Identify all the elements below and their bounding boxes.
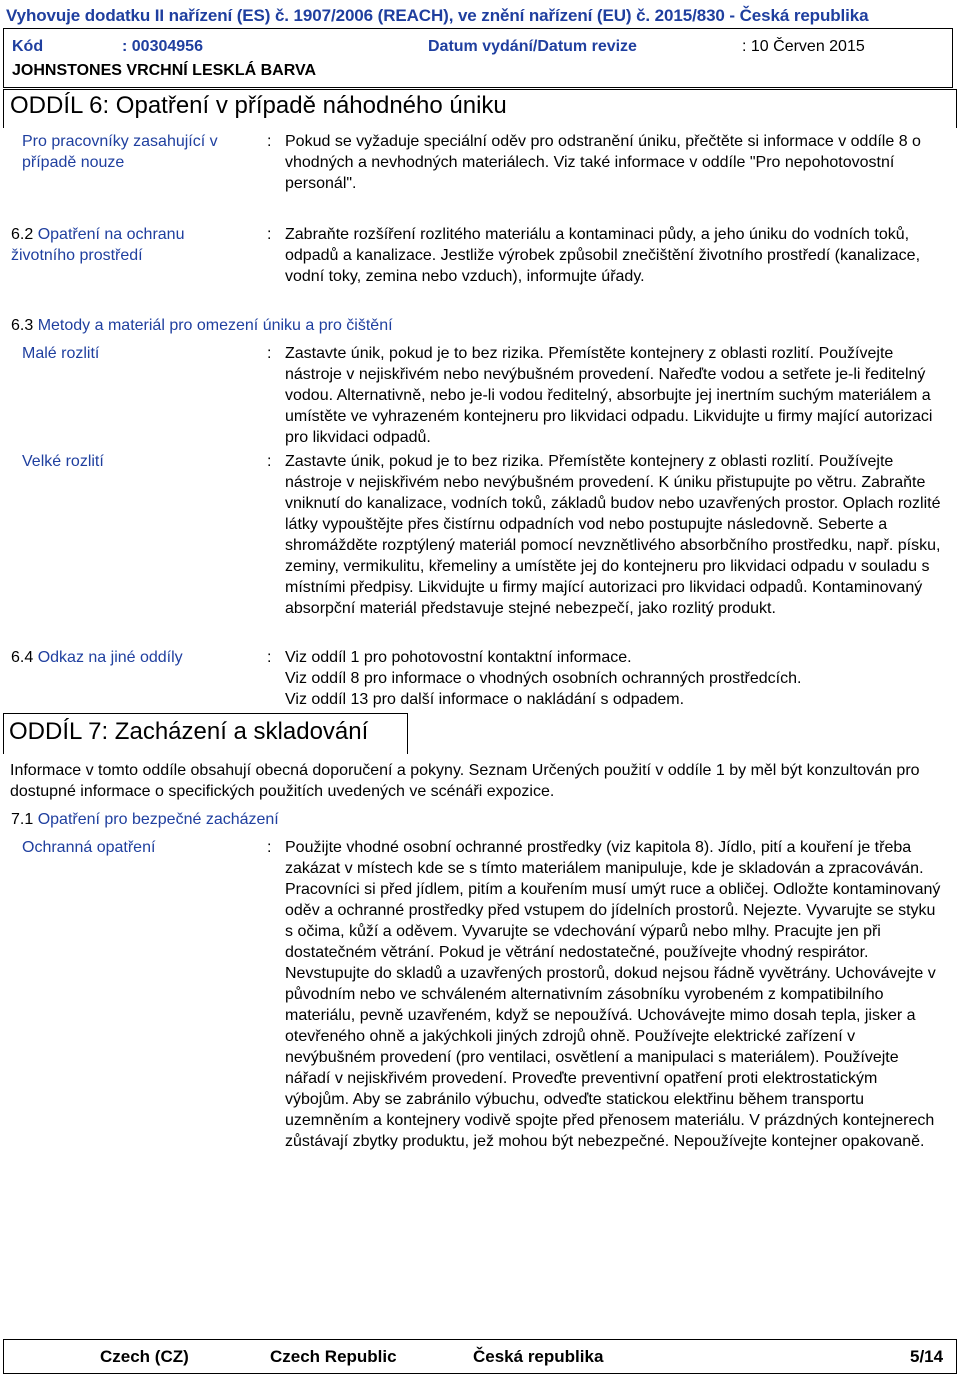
small-spill-label: Malé rozlití: [22, 345, 100, 362]
s71-title-text: Opatření pro bezpečné zacházení: [37, 811, 279, 828]
s62-label: [11, 224, 236, 266]
s61-colon: :: [267, 133, 272, 150]
s61-label: Pro pracovníky zasahující v případě nouze: [22, 133, 218, 171]
large-spill-text: Zastavte únik, pokud je to bez rizika. Přemístěte kontejnery z oblasti rozlití. Používejte nástroje v nejiskřivém nebo nevýbušném provedení. K úniku přistupujte po větru. Zabraňte vniknutí do kanalizace, vodních toků, základů budov nebo uzavřených prostor. Oplach rozlité látky vypouštějte přes čistírnu odpadních vod nebo postupujte následovně. Seberte a shromážděte rozptýlený materiál pomocí nevznětlivého absorbčního prostředku, např. písku, zeminy, vermikulitu, křemeliny a umístěte jej do kontejneru pro likvidaci odpadu v souladu s místními předpisy. Likvidujte u firmy mající autorizaci pro likvidaci odpadů. Kontaminovaný absorpční materiál představuje stejné nebezpečí, jako rozlitý produkt.: [285, 453, 941, 617]
protective-measures-text: Použijte vhodné osobní ochranné prostředky (viz kapitola 8). Jídlo, pití a kouření je třeba zakázat v místech kde se s tímto materiálem manipuluje, kde je skladován a zpracováván. Pracovníci si před jídlem, pitím a kouřením musí umýt ruce a obličej. Odložte kontaminovaný oděv a ochranné prostředky před vstupem do jídelních prostorů. Nejezte. Vyvarujte se styku s očima, kůží a oděvem. Vyvarujte se vdechování výparů nebo mlhy. Pracujte jen při dostatečném větrání. Pokud je větrání nedostatečné, používejte vhodný respirátor. Nevstupujte do skladů a uzavřených prostorů, dokud nejsou řádně vyvětrány. Uchovávejte v původním nebo ve schváleném alternativním zásobníku vyrobeném z kompatibilního materiálu, pevně uzavřeném, když se nepoužívá. Uchovávejte mimo dosah tepla, jisker a otevřeného ohně a jakýchkoli jiných zdrojů ohně. Používejte elektrické zařízení v nevýbušném provedení (pro ventilaci, osvětlení a manipulaci s materiálem). Používejte nářadí v nejiskřivém provedení. Proveďte preventivní opatření proti elektrostatickým výbojům. Aby se zabránilo výbuchu, odveďte statickou elektřinu během transportu uzemněním a kontejnery vodivě spojte před přenosem materiálu. V prázdných kontejnerech zůstávají zbytky produktu, jež mohou být nebezpečné. Nepoužívejte kontejner opakovaně.: [285, 839, 941, 1150]
large-spill-colon: :: [267, 453, 272, 470]
s71-title: [11, 811, 279, 829]
s71-num: 7.1: [11, 811, 34, 828]
product-name: JOHNSTONES VRCHNÍ LESKLÁ BARVA: [12, 62, 317, 79]
footer-country-local: Česká republika: [473, 1347, 604, 1366]
code-label: Kód: [12, 38, 44, 55]
s63-title: [11, 317, 393, 335]
small-spill-colon: :: [267, 345, 272, 362]
s62-num: 6.2: [11, 226, 34, 243]
s63-num: 6.3: [11, 317, 34, 334]
s64-references: [285, 647, 945, 710]
document-title: Vyhovuje dodatku II nařízení (ES) č. 1907/2006 (REACH), ve znění nařízení (EU) č. 2015/830 - Česká republika: [6, 6, 869, 25]
small-spill-text: Zastavte únik, pokud je to bez rizika. Přemístěte kontejnery z oblasti rozlití. Používejte nástroje v nejiskřivém nebo nevýbušném provedení. Nařeďte vodou a setřete je-li ředitelný vodou. Alternativně, nebo je-li vodou ředitelný, absorbujte jej inertním suchým materiálem a umístěte ve vyhrazeném kontejneru pro likvidaci odpadu. Likvidujte u firmy mající autorizaci pro likvidaci odpadů.: [285, 345, 933, 446]
section-7-intro: Informace v tomto oddíle obsahují obecná doporučení a pokyny. Seznam Určených použití v oddíle 1 by měl být konzultován pro dostupné informace o specifických použitích uvedených ve scénáři expozice.: [10, 762, 920, 800]
s61-text: Pokud se vyžaduje speciální oděv pro odstranění úniku, přečtěte si informace v oddíle 8 o vhodných a nevhodných materiálech. Viz také informace v oddíle "Pro nepohotovostní personál".: [285, 133, 921, 192]
protective-measures-label: Ochranná opatření: [22, 839, 156, 856]
s62-colon: :: [267, 226, 272, 243]
section-6-title: ODDÍL 6: Opatření v případě náhodného úniku: [10, 92, 507, 119]
footer-country: Czech Republic: [270, 1347, 397, 1366]
s62-label-text: Opatření na ochranu životního prostředí: [11, 226, 185, 264]
code-value: : 00304956: [122, 38, 203, 55]
page-number: 5/14: [910, 1347, 944, 1366]
s64-ref-2: Viz oddíl 8 pro informace o vhodných osobních ochranných prostředcích.: [285, 670, 802, 687]
s64-label: [11, 647, 183, 668]
s64-colon: :: [267, 649, 272, 666]
s64-ref-1: Viz oddíl 1 pro pohotovostní kontaktní informace.: [285, 649, 632, 666]
footer-language: Czech (CZ): [100, 1347, 189, 1366]
section-7-title: ODDÍL 7: Zacházení a skladování: [9, 718, 369, 745]
s64-ref-3: Viz oddíl 13 pro další informace o nakládání s odpadem.: [285, 691, 685, 708]
s64-num: 6.4: [11, 649, 34, 666]
s64-label-text: Odkaz na jiné oddíly: [37, 649, 183, 666]
protective-measures-colon: :: [267, 839, 272, 856]
large-spill-label: Velké rozlití: [22, 453, 104, 470]
s62-text: Zabraňte rozšíření rozlitého materiálu a kontaminaci půdy, a jeho úniku do vodních toků, odpadů a kanalizace. Jestliže výrobek způsobil znečištění životního prostředí (kanalizace, vodní toky, zemina nebo vzduch), informujte úřady.: [285, 226, 921, 285]
date-label: Datum vydání/Datum revize: [428, 38, 637, 55]
s63-title-text: Metody a materiál pro omezení úniku a pro čištění: [37, 317, 393, 334]
date-value: : 10 Červen 2015: [742, 38, 865, 55]
